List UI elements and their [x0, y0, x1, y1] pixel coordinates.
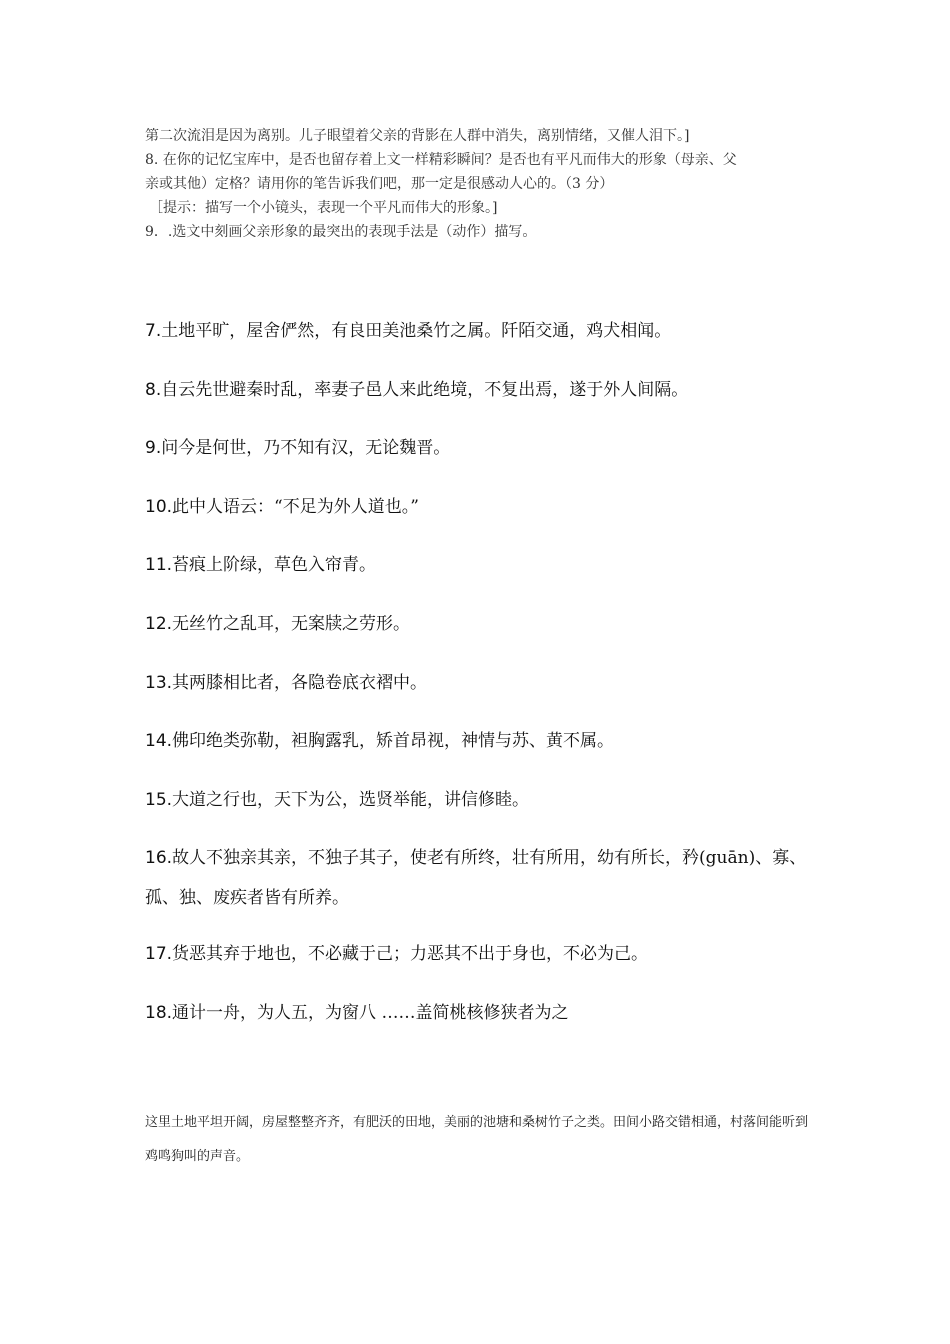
answer-line-1: 第二次流泪是因为离别。儿子眼望着父亲的背影在人群中消失，离别情绪，又催人泪下。] — [145, 128, 690, 144]
item-text: 大道之行也，天下为公，选贤举能，讲信修睦。 — [172, 789, 530, 810]
item-text: 此中人语云：“不足为外人道也。” — [172, 496, 419, 517]
quote-list — [145, 315, 825, 1056]
item-text: 问今是何世，乃不知有汉，无论魏晋。 — [161, 438, 451, 459]
item-text: 土地平旷，屋舍俨然，有良田美池桑竹之属。阡陌交通，鸡犬相闻。 — [161, 321, 672, 341]
item-text: 佛印绝类弥勒，袒胸露乳，矫首昂视，神情与苏、黄不属。 — [172, 731, 615, 752]
item-number: 8. — [145, 379, 162, 400]
item-number: 9. — [145, 438, 162, 459]
list-item — [145, 938, 825, 997]
item-text: 故人不独亲其亲，不独子其子，使老有所终，壮有所用，幼有所长，矜(guān)、寡、孤、独、废疾者皆有所养。 — [145, 848, 807, 909]
list-item — [145, 997, 825, 1056]
item-number: 17. — [145, 944, 173, 965]
item-number: 14. — [145, 731, 173, 752]
question-9-answer: 9．.选文中刻画父亲形象的最突出的表现手法是（动作）描写。 — [145, 224, 537, 240]
item-number: 16. — [145, 848, 173, 869]
item-text: 无丝竹之乱耳，无案牍之劳形。 — [172, 613, 411, 634]
list-item — [145, 784, 825, 843]
question-8-line-2: 亲或其他）定格？请用你的笔告诉我们吧，那一定是很感动人心的。（3 分） — [145, 176, 614, 192]
list-item — [145, 725, 825, 784]
item-number: 11. — [145, 555, 173, 576]
list-item — [145, 315, 825, 374]
list-item — [145, 667, 825, 726]
item-text: 自云先世避秦时乱，率妻子邑人来此绝境，不复出焉，遂于外人间隔。 — [161, 379, 689, 400]
item-number: 7. — [145, 321, 162, 341]
item-text: 通计一舟，为人五，为窗八 ……盖简桃核修狭者为之 — [172, 1002, 569, 1023]
item-number: 12. — [145, 613, 173, 634]
item-number: 15. — [145, 789, 173, 810]
list-item — [145, 549, 825, 608]
item-text: 其两膝相比者，各隐卷底衣褶中。 — [172, 672, 428, 693]
list-item — [145, 838, 825, 938]
item-text: 苔痕上阶绿，草色入帘青。 — [172, 555, 377, 576]
question-8-line-1: 8. 在你的记忆宝库中，是否也留存着上文一样精彩瞬间？是否也有平凡而伟大的形象（母亲、父 — [145, 152, 737, 168]
question-8-hint: ［提示：描写一个小镜头，表现一个平凡而伟大的形象。] — [149, 200, 498, 216]
item-text: 货恶其弃于地也，不必藏于己；力恶其不出于身也，不必为己。 — [172, 944, 649, 965]
item-number: 18. — [145, 1002, 173, 1023]
list-item — [145, 608, 825, 667]
translation-paragraph: 这里土地平坦开阔，房屋整整齐齐，有肥沃的田地，美丽的池塘和桑树竹子之类。田间小路交错相通，村落间能听到鸡鸣狗叫的声音。 — [145, 1115, 809, 1164]
list-item — [145, 491, 825, 550]
item-number: 10. — [145, 496, 173, 517]
answer-section — [145, 124, 825, 244]
list-item — [145, 374, 825, 433]
list-item — [145, 432, 825, 491]
item-number: 13. — [145, 672, 173, 693]
